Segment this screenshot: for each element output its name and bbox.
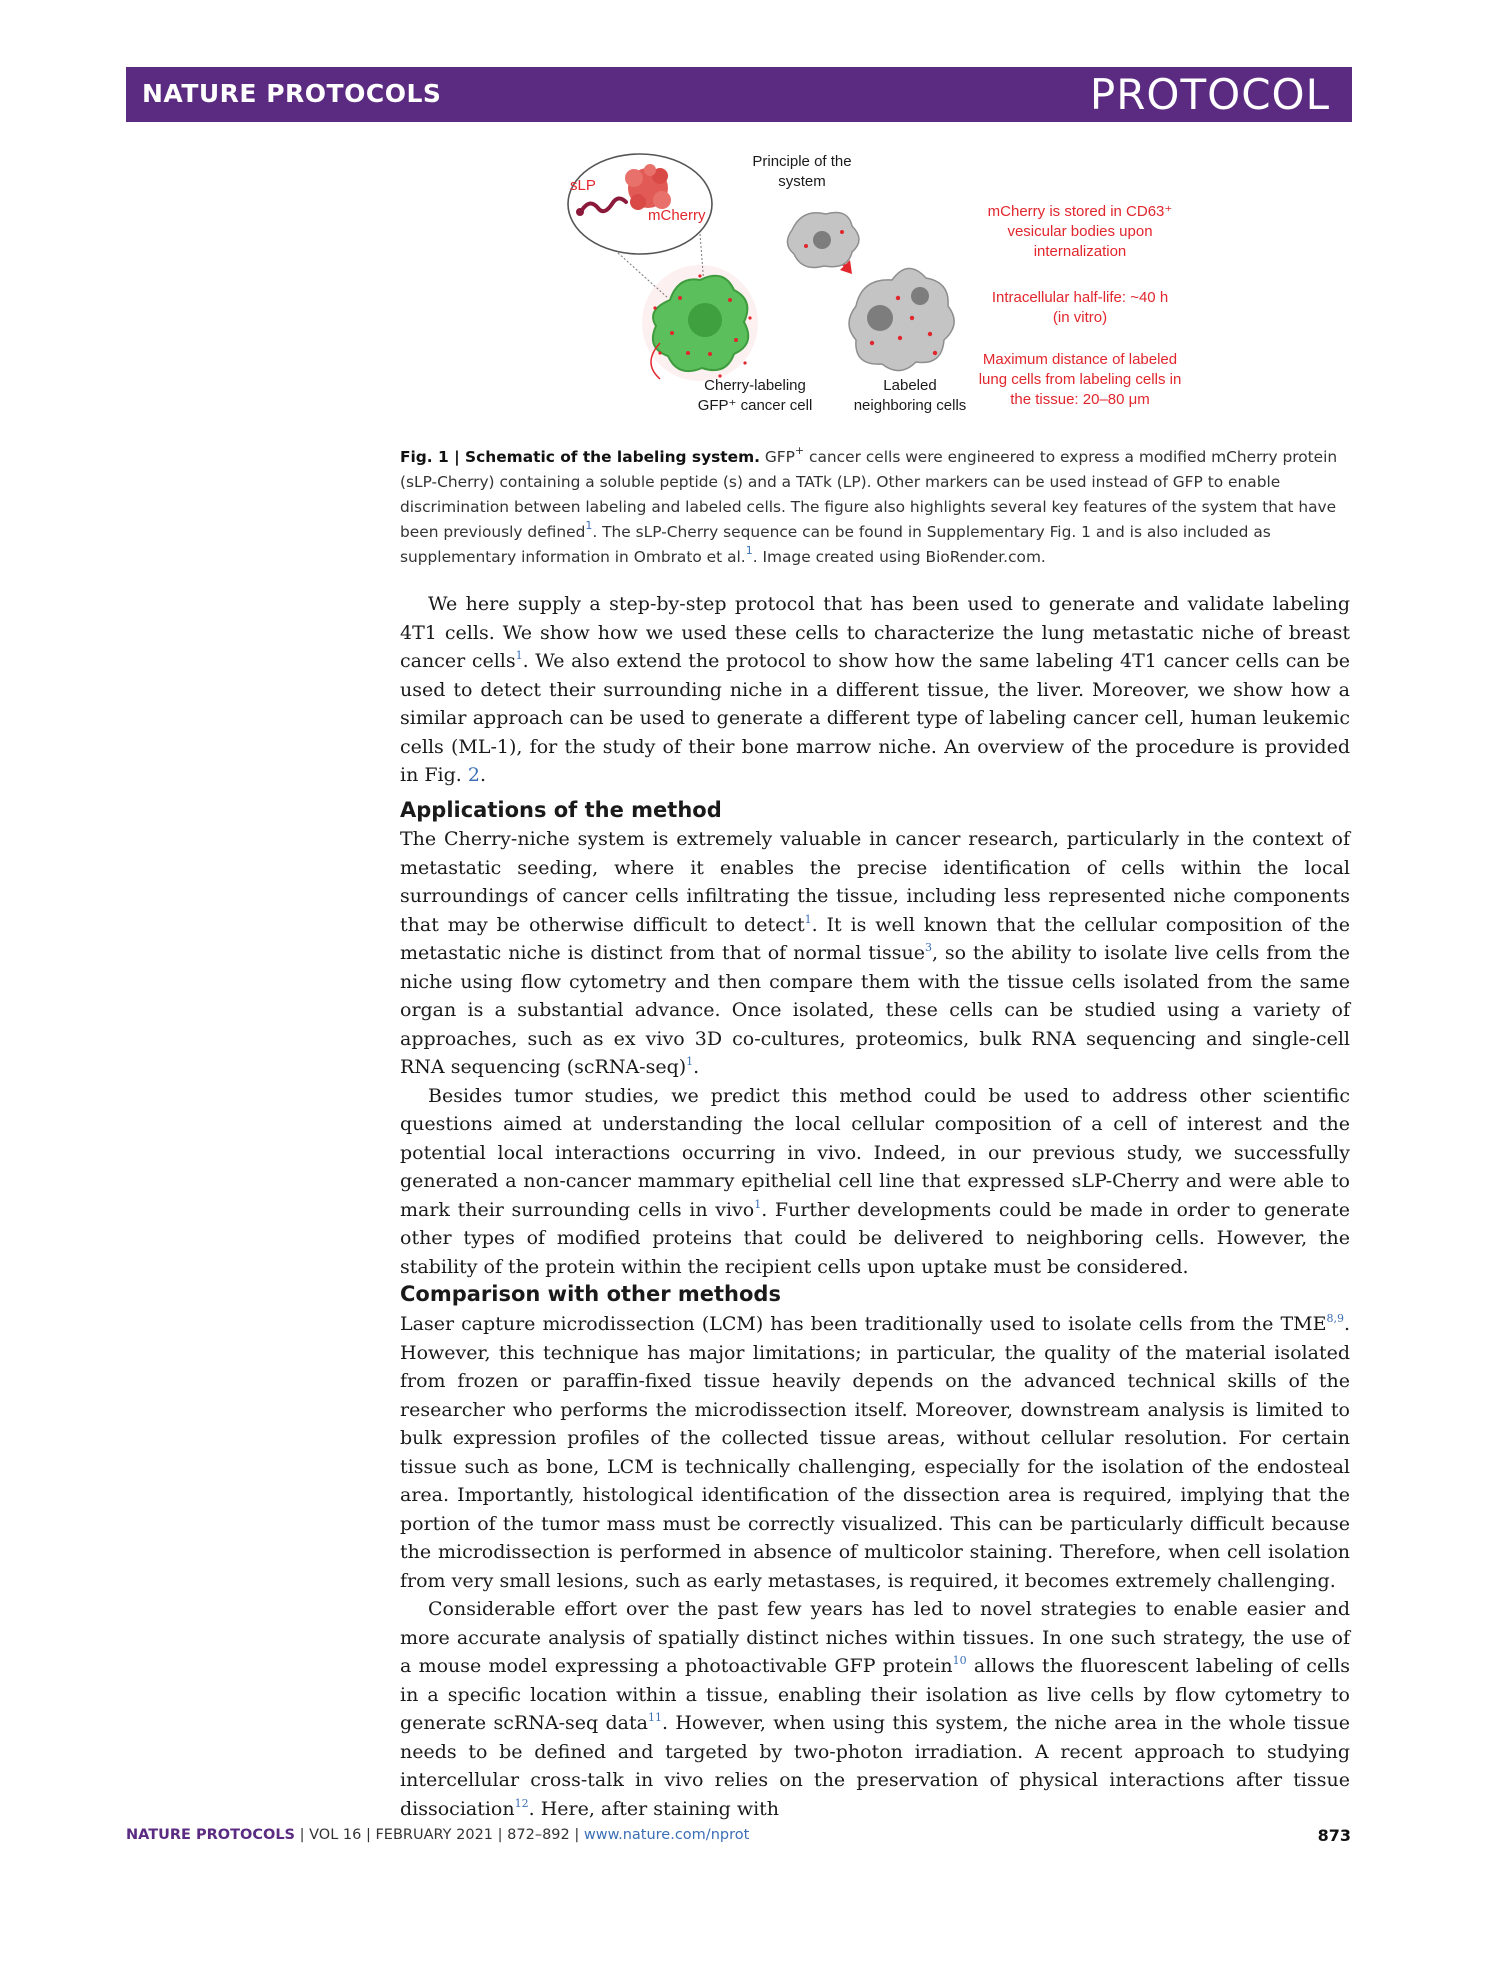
citation-link[interactable]: 3 — [924, 941, 932, 954]
neighbor-cell-top — [787, 213, 859, 268]
intro-section — [400, 590, 1350, 790]
comparison-heading: Comparison with other methods — [400, 1282, 781, 1306]
applications-paragraph-2: Besides tumor studies, we predict this method could be used to address other scientific questions aimed at understanding the local cellular composition of a cell of interest and the potential local interactions occurring in vivo. Indeed, in our previous study, we successfully generated a non-cancer mammary epithelial cell line that expressed sLP-Cherry and were able to mark their surrounding cells in vivo$^1$. Further developments could be made in order to generate other types of modified proteins that could be delivered to neighboring cells. However, the stability of the protein within the recipient cells upon uptake must be considered. — [400, 1084, 1351, 1278]
comparison-paragraph-1: Laser capture microdissection (LCM) has been traditionally used to isolate cells from the TME$^{8,9}$. However, this technique has major limitations; in particular, the quality of the material isolated from frozen or paraffin-fixed tissue heavily depends on the advanced technical skills of the researcher who performs the microdissection itself. Moreover, downstream analysis is limited to bulk expression profiles of the collected tissue areas, without cellular resolution. For certain tissue such as bone, LCM is technically challenging, especially for the isolation of the endosteal area. Importantly, histological identification of the dissection area is required, implying that the portion of the tumor mass must be correctly visualized. This can be particularly difficult because the microdissection is performed in absence of multicolor staining. Therefore, when cell isolation from very small lesions, such as early metastases, is required, it becomes extremely challenging. — [400, 1312, 1350, 1592]
citation-link[interactable]: 11 — [647, 1711, 662, 1724]
applications-heading: Applications of the method — [400, 798, 722, 822]
footer-citation: NATURE PROTOCOLS | VOL 16 | FEBRUARY 2021 | 872–892 | www.nature.com/nprot — [126, 1827, 750, 1843]
neighbor-cells-label: Labeled neighboring cells — [853, 377, 967, 414]
journal-header-bar — [126, 67, 1352, 122]
neighbor-cell-large — [849, 268, 954, 370]
citation-link[interactable]: 8,9 — [1326, 1312, 1344, 1325]
footer-volume: VOL 16 — [309, 1827, 362, 1843]
citation-link[interactable]: 1 — [754, 1197, 762, 1211]
article-type: PROTOCOL — [1089, 70, 1330, 119]
citation-link[interactable]: 1 — [585, 519, 593, 532]
intro-paragraph: We here supply a step-by-step protocol that has been used to generate and validate labeling 4T1 cells. We show how we used these cells to characterize the lung metastatic niche of breast cancer cells$^1$. We also extend the protocol to show how the same labeling 4T1 cancer cells can be used to detect their surrounding niche in a different tissue, the liver. Moreover, we show how a similar approach can be used to generate a different type of labeling cancer cell, human leukemic cells (ML-1), for the study of their bone marrow niche. An overview of the procedure is provided in Fig. 2. — [400, 593, 1350, 786]
gfp-cancer-cell-shape — [642, 265, 758, 381]
citation-link[interactable]: 1 — [515, 649, 523, 662]
caption-label: Fig. 1 | Schematic of the labeling system. — [400, 448, 760, 466]
footer-url-link[interactable]: www.nature.com/nprot — [583, 1827, 750, 1843]
feature-note-half-life: Intracellular half-life: ~40 h (in vitro) — [991, 289, 1169, 326]
cancer-cell-label: Cherry-labeling GFP⁺ cancer cell — [697, 377, 813, 414]
mcherry-label: mCherry — [648, 207, 706, 224]
comparison-section — [400, 1310, 1350, 1823]
journal-name: NATURE PROTOCOLS — [142, 79, 442, 108]
slp-end-dot — [576, 208, 584, 216]
citation-link[interactable]: 1 — [804, 912, 812, 926]
page-number: 873 — [1317, 1826, 1351, 1845]
footer-date: FEBRUARY 2021 — [375, 1827, 494, 1843]
applications-section — [400, 825, 1350, 1281]
citation-link[interactable]: 1 — [745, 544, 753, 557]
mcherry-protein-shape — [625, 164, 671, 210]
figure-link[interactable]: 2 — [467, 764, 480, 786]
applications-paragraph-1: The Cherry-niche system is extremely valuable in cancer research, particularly in the context of metastatic seeding, where it enables the precise identification of cells within the local surroundings of cancer cells infiltrating the tissue, including less represented niche components that may be otherwise difficult to detect$^1$. It is well known that the cellular composition of the metastatic niche is distinct from that of normal tissue$^3$, so the ability to isolate live cells from the niche using flow cytometry and then compare them with the tissue cells isolated from the same organ is a substantial advance. Once isolated, these cells can be studied using a variety of approaches, such as ex vivo 3D co-cultures, proteomics, bulk RNA sequencing and single-cell RNA sequencing (scRNA-seq)$^1$. — [400, 828, 1350, 1078]
slp-label: sLP — [570, 177, 596, 194]
principle-title: Principle of the system — [752, 153, 852, 190]
comparison-paragraph-2: Considerable effort over the past few years has led to novel strategies to enable easier and more accurate analysis of spatially distinct niches within tissues. In one such strategy, the use of a mouse model expressing a photoactivable GFP protein$^{10}$ allows the fluorescent labeling of cells in a specific location within a tissue, enabling their isolation as live cells by flow cytometry to generate scRNA-seq data$^{11}$. However, when using this system, the niche area in the whole tissue needs to be defined and targeted by two-photon irradiation. A recent approach to studying intercellular cross-talk in vivo relies on the preservation of physical interactions after tissue dissociation$^{12}$. Here, after staining with — [400, 1598, 1350, 1820]
figure-1 — [560, 148, 1200, 433]
citation-link[interactable]: 12 — [514, 1796, 529, 1810]
citation-link[interactable]: 10 — [952, 1654, 967, 1667]
footer-pages: 872–892 — [507, 1827, 570, 1843]
citation-link[interactable]: 1 — [686, 1055, 694, 1068]
slp-peptide-shape — [582, 198, 626, 211]
feature-note-storage: mCherry is stored in CD63⁺ vesicular bodies upon internalization — [987, 203, 1173, 260]
footer-journal: NATURE PROTOCOLS — [126, 1827, 296, 1843]
figure-1-caption: Fig. 1 | Schematic of the labeling system. GFP+ cancer cells were engineered to express a modified mCherry protein (sLP-Cherry) containing a soluble peptide (s) and a TATk (LP). Other markers can be used instead of GFP to enable discrimination between labeling and labeled cells. The figure also highlights several key features of the system that have been previously defined$^1$. The sLP-Cherry sequence can be found in Supplementary Fig. 1 and is also included as supplementary information in Ombrato et al.$^1$. Image created using BioRender.com. — [400, 444, 1338, 566]
feature-note-distance: Maximum distance of labeled lung cells from labeling cells in the tissue: 20–80 μm — [978, 351, 1182, 408]
